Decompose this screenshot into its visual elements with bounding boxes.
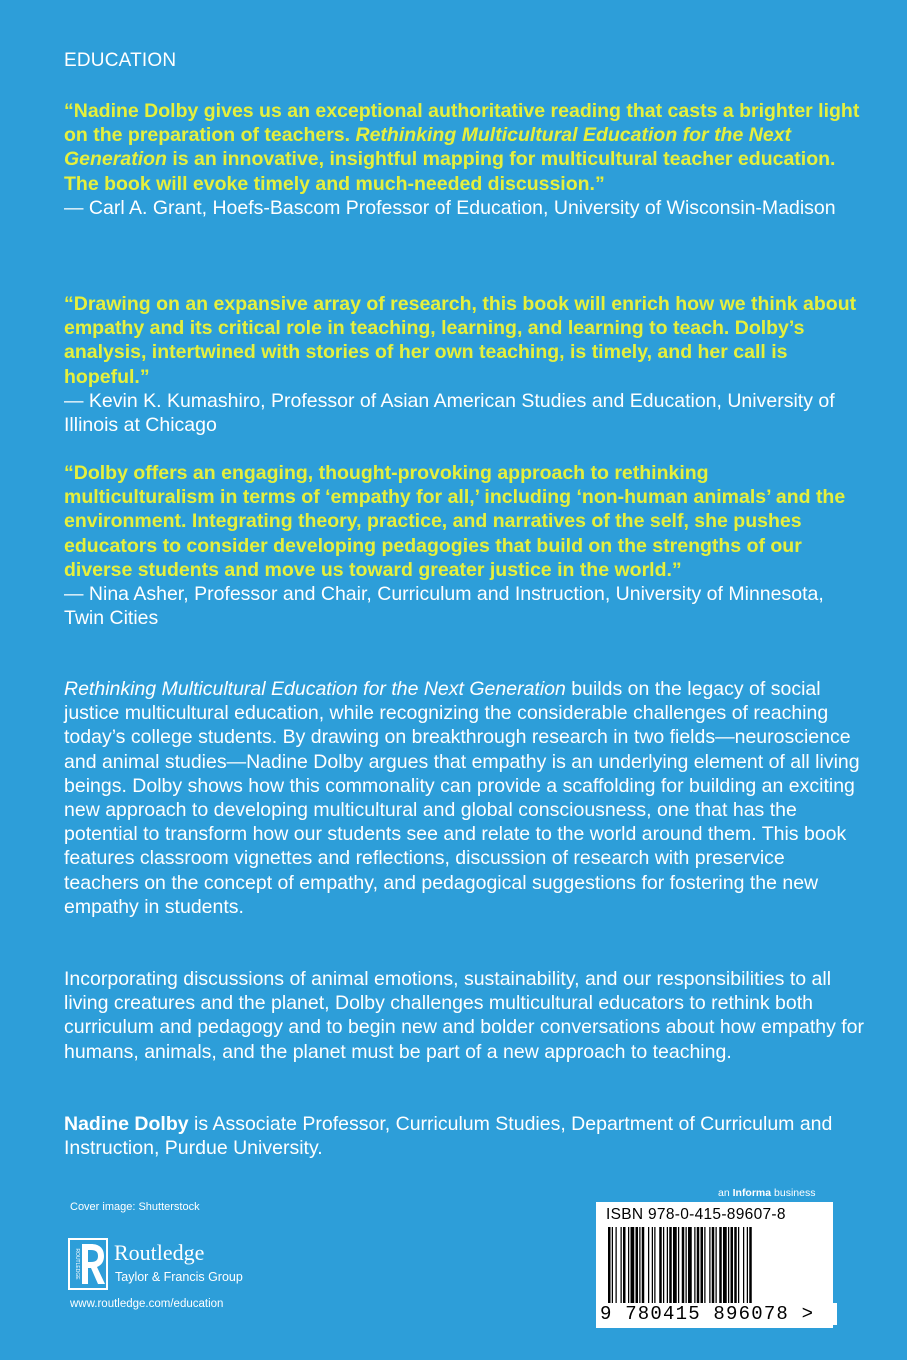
barcode-bar	[631, 1227, 635, 1311]
author-bio-text: is Associate Professor, Curriculum Studies, Department of Curriculum and Instruction, Purdue University.	[64, 1113, 833, 1160]
barcode-bar	[719, 1227, 722, 1311]
barcode-bar	[659, 1227, 662, 1311]
barcode-bar	[709, 1227, 710, 1311]
endorsement-attribution: — Kevin K. Kumashiro, Professor of Asian American Studies and Education, University of Illinois at Chicago	[64, 389, 835, 437]
endorsement-attribution: — Nina Asher, Professor and Chair, Curriculum and Instruction, University of Minnesota, Twin Cities	[64, 583, 824, 630]
barcode-bar	[669, 1227, 672, 1311]
barcode-bar	[654, 1227, 655, 1311]
barcode-bars	[606, 1227, 816, 1311]
barcode-bar	[747, 1227, 748, 1311]
barcode-bar	[621, 1227, 622, 1311]
book-title-italic: Rethinking Multicultural Education for the Next Generation	[64, 124, 791, 171]
barcode-bar	[743, 1227, 744, 1311]
barcode-bar	[694, 1227, 695, 1311]
barcode-bar	[667, 1227, 668, 1311]
routledge-logo	[68, 1238, 268, 1292]
routledge-logo-icon	[68, 1238, 108, 1290]
isbn-label: ISBN 978-0-415-89607-8	[606, 1206, 786, 1223]
barcode-bar	[731, 1227, 734, 1311]
routledge-logo-mark-text: ROUTLEDGE	[74, 1248, 80, 1280]
barcode-bar	[636, 1227, 639, 1311]
barcode-bar	[616, 1227, 617, 1311]
quote-text: is an innovative, insightful mapping for multicultural teacher education. The book will evoke timely and much-needed discussion.”	[64, 148, 836, 195]
barcode-bar	[623, 1227, 626, 1311]
description-paragraph-1	[64, 677, 864, 919]
informa-bold: Informa	[732, 1187, 772, 1199]
endorsement-2	[64, 292, 864, 437]
barcode-bar	[678, 1227, 679, 1311]
informa-tagline	[718, 1187, 815, 1199]
barcode-bar	[663, 1227, 664, 1311]
barcode-bar	[612, 1227, 613, 1311]
quote-text: “Nadine Dolby gives us an exceptional authoritative reading that casts a brighter light on the preparation of teachers.	[64, 100, 860, 147]
publisher-name: Routledge	[114, 1240, 205, 1265]
author-name: Nadine Dolby	[64, 1113, 189, 1135]
barcode-digits: 9 780415 896078 >	[596, 1303, 837, 1325]
publisher-group: Taylor & Francis Group	[115, 1270, 243, 1284]
barcode-bar	[723, 1227, 727, 1311]
endorsement-quote	[64, 99, 864, 196]
barcode-bar	[652, 1227, 653, 1311]
barcode-bar	[642, 1227, 645, 1311]
endorsement-attribution: — Carl A. Grant, Hoefs-Bascom Professor of Education, University of Wisconsin-Madison	[64, 196, 836, 219]
book-title-italic: Rethinking Multicultural Education for the Next Generation	[64, 678, 566, 700]
barcode-bar	[639, 1227, 640, 1311]
informa-pre: an	[718, 1187, 733, 1199]
barcode-bar	[608, 1227, 611, 1311]
barcode-bar	[738, 1227, 739, 1311]
endorsement-quote: “Drawing on an expansive array of research, this book will enrich how we think about empathy and its critical role in teaching, learning, and learning to teach. Dolby’s analysis, intertwined with stories of her own teaching, is timely, and her call is hopeful.”	[64, 293, 857, 388]
publisher-website: www.routledge.com/education	[70, 1298, 224, 1310]
barcode-bar	[688, 1227, 692, 1311]
barcode-bar	[749, 1227, 752, 1311]
description-text: builds on the legacy of social justice multicultural education, while recognizing the considerable challenges of reaching today’s college students. By drawing on breakthrough research in two fields—neuroscience and animal studies—Nadine Dolby argues that empathy is an underlying element of all living beings. Dolby shows how this commonality can provide a scaffolding for building an exciting new approach to developing multicultural and global consciousness, one that has the potential to transform how our students see and relate to the world around them. This book features classroom vignettes and reflections, discussion of research with preservice teachers on the concept of empathy, and pedagogical suggestions for fostering the new empathy in students.	[64, 678, 860, 918]
barcode-bar	[712, 1227, 715, 1311]
barcode-bar	[682, 1227, 685, 1311]
barcode-bar	[628, 1227, 629, 1311]
endorsement-3	[64, 461, 864, 630]
barcode-bar	[697, 1227, 700, 1311]
isbn-barcode-box	[596, 1202, 833, 1328]
author-bio	[64, 1112, 864, 1160]
barcode-bar	[648, 1227, 649, 1311]
cover-credit: Cover image: Shutterstock	[70, 1201, 200, 1213]
barcode-bar	[704, 1227, 705, 1311]
barcode-bar	[701, 1227, 704, 1311]
barcode-bar	[728, 1227, 729, 1311]
description-paragraph-2: Incorporating discussions of animal emotions, sustainability, and our responsibilities to all living creatures and the planet, Dolby challenges multicultural educators to rethink both curriculum and pedagogy and to begin new and bolder conversations about how empathy for humans, animals, and the planet must be part of a new approach to teaching.	[64, 968, 865, 1063]
informa-post: business	[771, 1187, 816, 1199]
barcode-bar	[686, 1227, 687, 1311]
endorsement-quote: “Dolby offers an engaging, thought-provoking approach to rethinking multiculturalism in terms of ‘empathy for all,’ including ‘non-human animals’ and the environment. Integrating theory, practice, and narratives of the self, she pushes educators to consider developing pedagogies that build on the strengths of our diverse students and move us toward greater justice in the world.”	[64, 462, 846, 581]
barcode-bar	[716, 1227, 717, 1311]
barcode-bar	[673, 1227, 677, 1311]
endorsement-1	[64, 99, 864, 220]
barcode-bar	[734, 1227, 737, 1311]
category-label: EDUCATION	[64, 50, 177, 71]
